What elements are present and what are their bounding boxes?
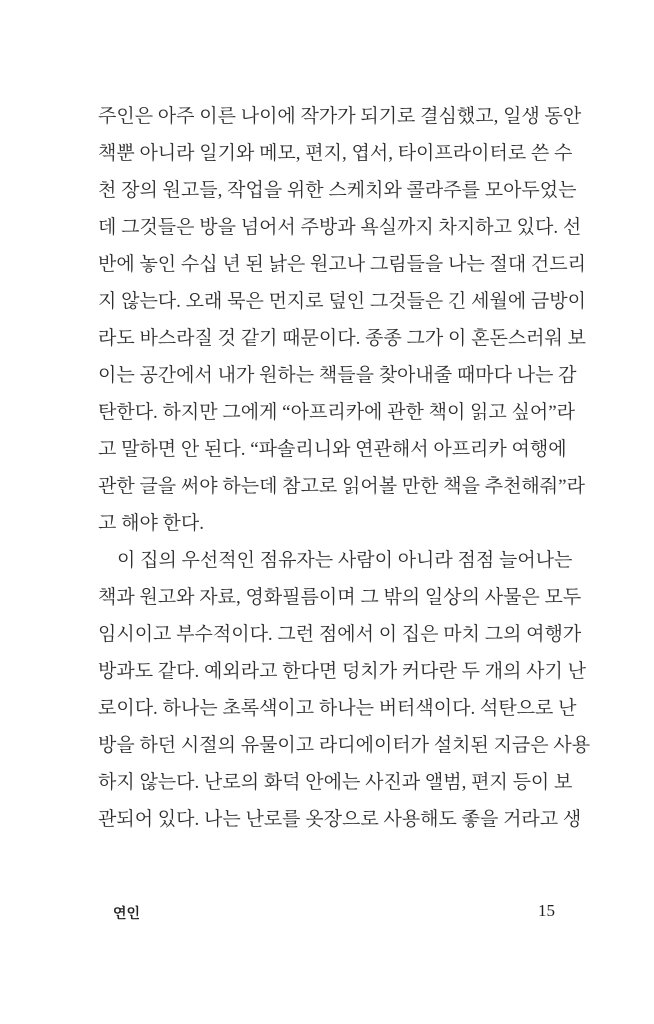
text-line: 천 장의 원고들, 작업을 위한 스케치와 콜라주를 모아두었는 — [98, 180, 577, 201]
text-line: 라도 바스라질 것 같기 때문이다. 종종 그가 이 혼돈스러워 보 — [98, 328, 586, 349]
text-line: 책과 원고와 자료, 영화필름이며 그 밖의 일상의 사물은 모두 — [98, 587, 582, 608]
text-line: 관한 글을 써야 하는데 참고로 읽어볼 만한 책을 추천해줘”라 — [98, 476, 585, 497]
text-line: 이 집의 우선적인 점유자는 사람이 아니라 점점 늘어나는 — [117, 550, 573, 571]
text-line: 로이다. 하나는 초록색이고 하나는 버터색이다. 석탄으로 난 — [98, 698, 577, 719]
text-line: 탄한다. 하지만 그에게 “아프리카에 관한 책이 읽고 싶어”라 — [98, 402, 576, 423]
text-line: 반에 놓인 수십 년 된 낡은 원고나 그림들을 나는 절대 건드리 — [98, 254, 586, 275]
text-line: 데 그것들은 방을 넘어서 주방과 욕실까지 차지하고 있다. 선 — [98, 217, 582, 238]
text-line: 지 않는다. 오래 묵은 먼지로 덮인 그것들은 긴 세월에 금방이 — [98, 291, 586, 312]
text-line: 이는 공간에서 내가 원하는 책들을 찾아내줄 때마다 나는 감 — [98, 365, 577, 386]
text-line: 방과도 같다. 예외라고 한다면 덩치가 커다란 두 개의 사기 난 — [98, 661, 586, 682]
text-line: 방을 하던 시절의 유물이고 라디에이터가 설치된 지금은 사용 — [98, 735, 591, 756]
text-line: 하지 않는다. 난로의 화덕 안에는 사진과 앨범, 편지 등이 보 — [98, 772, 573, 793]
text-line: 주인은 아주 이른 나이에 작가가 되기로 결심했고, 일생 동안 — [98, 106, 582, 127]
text-line: 고 말하면 안 된다. “파솔리니와 연관해서 아프리카 여행에 — [98, 439, 567, 460]
text-line: 임시이고 부수적이다. 그런 점에서 이 집은 마치 그의 여행가 — [98, 624, 582, 645]
text-line: 관되어 있다. 나는 난로를 옷장으로 사용해도 좋을 거라고 생 — [98, 809, 582, 830]
text-line: 책뿐 아니라 일기와 메모, 편지, 엽서, 타이프라이터로 쓴 수 — [98, 143, 573, 164]
page-number: 15 — [538, 901, 555, 920]
running-footer-title: 연인 — [113, 907, 141, 922]
text-line: 고 해야 한다. — [98, 513, 205, 534]
